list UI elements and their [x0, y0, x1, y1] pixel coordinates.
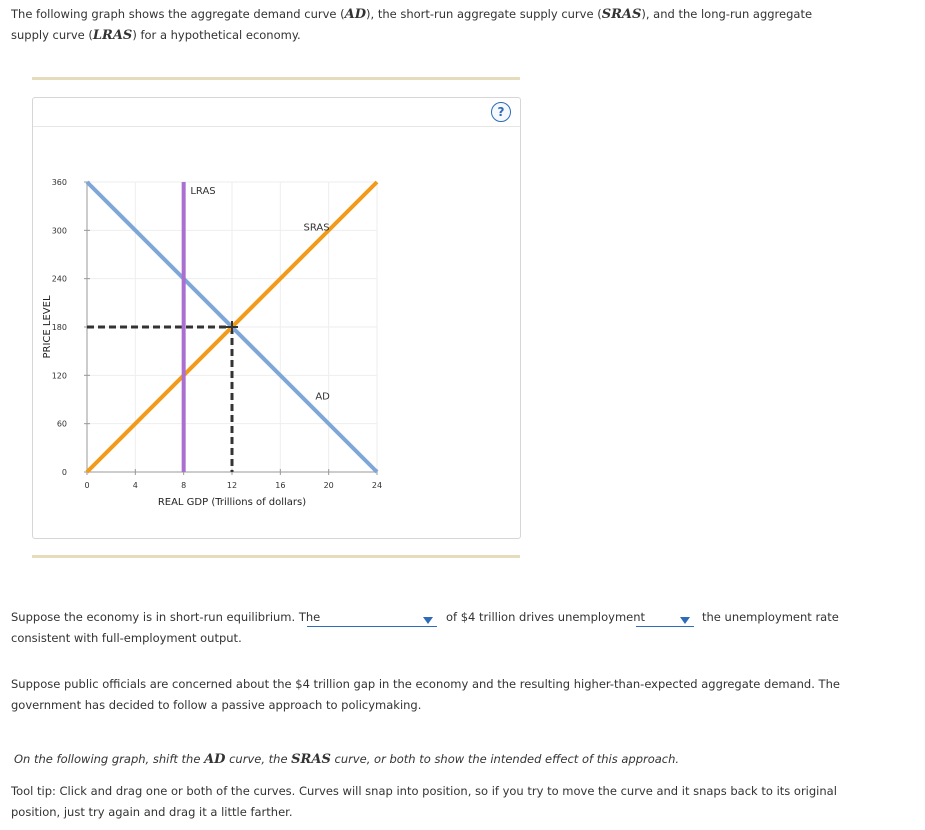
sras-label: SRAS: [303, 222, 330, 234]
x-tick-label: 0: [84, 481, 90, 490]
ad-label: AD: [315, 391, 330, 403]
instruction-text: On the following graph, shift the AD curve, the SRAS curve, or both to show the intended effect of this approach.: [14, 752, 680, 767]
unemployment-direction-dropdown[interactable]: [636, 612, 694, 627]
q1-text-middle: of $4 trillion drives unemployment: [446, 610, 646, 624]
intro-text: The following graph shows the aggregate demand curve (AD), the short-run aggregate supply curve (SRAS), and the long-run aggregate supply curve (LRAS) for a hypothetical economy.: [11, 7, 813, 43]
x-tick-label: 8: [181, 481, 187, 490]
q1-text-line2: consistent with full-employment output.: [11, 631, 242, 645]
help-button[interactable]: ?: [491, 102, 511, 122]
chevron-down-icon: [680, 617, 690, 624]
bottom-divider: [32, 555, 520, 558]
tool-tip-text: Tool tip: Click and drag one or both of the curves. Curves will snap into position, so if you try to move the curve and it snaps back to its original position, just try again and drag it a little farther.: [11, 784, 837, 819]
lras-label: LRAS: [190, 186, 216, 198]
y-axis-title: PRICE LEVEL: [42, 295, 53, 359]
top-divider: [32, 77, 520, 80]
x-tick-label: 4: [132, 481, 138, 490]
x-tick-label: 16: [275, 481, 286, 490]
y-tick-label: 300: [51, 226, 67, 236]
q2-text: Suppose public officials are concerned about the $4 trillion gap in the economy and the resulting higher-than-expected aggregate demand. The government has decided to follow a passive approach to policymaking.: [11, 677, 840, 712]
y-tick-label: 120: [51, 371, 67, 381]
graph-panel: [32, 97, 521, 539]
gap-type-dropdown[interactable]: [307, 612, 437, 627]
q1-text-after: the unemployment rate: [702, 610, 839, 624]
y-tick-label: 180: [51, 323, 67, 332]
x-axis-title: REAL GDP (Trillions of dollars): [157, 497, 307, 508]
y-tick-label: 0: [61, 468, 67, 477]
q1-text-before: Suppose the economy is in short-run equilibrium. The: [11, 610, 321, 624]
x-tick-label: 24: [371, 481, 383, 490]
ad-as-graph[interactable]: [33, 98, 520, 538]
y-tick-label: 360: [51, 178, 67, 187]
y-tick-label: 240: [51, 274, 67, 284]
x-tick-label: 20: [323, 481, 334, 490]
x-tick-label: 12: [226, 481, 238, 490]
y-tick-label: 60: [56, 419, 67, 429]
chevron-down-icon: [423, 617, 433, 624]
